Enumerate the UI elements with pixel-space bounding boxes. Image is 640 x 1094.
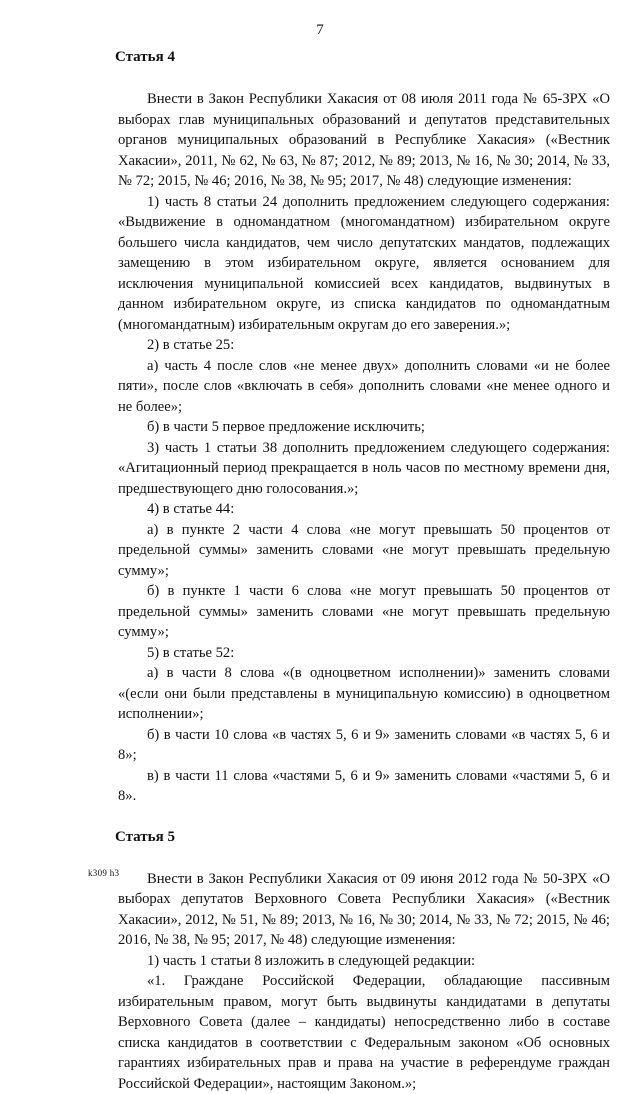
paragraph: 1) часть 1 статьи 8 изложить в следующей редакции: xyxy=(118,951,610,972)
paragraph: 4) в статье 44: xyxy=(118,499,610,520)
article-4-heading: Статья 4 xyxy=(115,48,610,67)
paragraph: а) в части 8 слова «(в одноцветном исполнении)» заменить словами «(если они были представлены в муниципальную комиссию) в одноцветном исполнении»; xyxy=(118,663,610,725)
article-5-heading: Статья 5 xyxy=(115,828,610,847)
paragraph: б) в части 5 первое предложение исключить; xyxy=(118,417,610,438)
paragraph: 5) в статье 52: xyxy=(118,643,610,664)
paragraph: 1) часть 8 статьи 24 дополнить предложением следующего содержания: «Выдвижение в одномандатном (многомандатном) избирательном округе большего числа кандидатов, чем число депутатских мандатов, подлежащих замещению в этом избирательном округе, является основанием для исключения муниципальной комиссией всех кандидатов, выдвинутых в данном избирательном округе, из списка кандидатов по одномандатным (многомандатным) избирательным округам до его заверения.»; xyxy=(118,192,610,336)
paragraph: б) в части 10 слова «в частях 5, 6 и 9» заменить словами «в частях 5, 6 и 8»; xyxy=(118,725,610,766)
paragraph: а) часть 4 после слов «не менее двух» дополнить словами «и не более пяти», после слов «включать в себя» дополнить словами «не менее одного и не более»; xyxy=(118,356,610,418)
article-5-text xyxy=(118,869,610,1094)
paragraph: б) в пункте 1 части 6 слова «не могут превышать 50 процентов от предельной суммы» заменить словами «не могут превышать предельную сумму»; xyxy=(118,581,610,643)
document-body xyxy=(118,48,610,1094)
paragraph: а) в пункте 2 части 4 слова «не могут превышать 50 процентов от предельной суммы» заменить словами «не могут превышать предельную сумму»; xyxy=(118,520,610,582)
paragraph: 2) в статье 25: xyxy=(118,335,610,356)
paragraph: Внести в Закон Республики Хакасия от 08 июля 2011 года № 65-ЗРХ «О выборах глав муниципальных образований и депутатов представительных органов муниципальных образований в Республике Хакасия» («Вестник Хакасии», 2011, № 62, № 63, № 87; 2012, № 89; 2013, № 16, № 30; 2014, № 33, № 72; 2015, № 46; 2016, № 38, № 95; 2017, № 48) следующие изменения: xyxy=(118,89,610,192)
page-number: 7 xyxy=(0,22,640,39)
paragraph: Внести в Закон Республики Хакасия от 09 июня 2012 года № 50-ЗРХ «О выборах депутатов Верховного Совета Республики Хакасия» («Вестник Хакасии», 2012, № 51, № 89; 2013, № 16, № 30; 2014, № 33, № 72; 2015, № 46; 2016, № 38, № 95; 2017, № 48) следующие изменения: xyxy=(118,869,610,951)
section-spacer xyxy=(118,807,610,828)
paragraph: «1. Граждане Российской Федерации, обладающие пассивным избирательным правом, могут быть выдвинуты кандидатами в депутаты Верховного Совета (далее – кандидаты) непосредственно либо в составе списка кандидатов в соответствии с Федеральным законом «Об основных гарантиях избирательных прав и права на участие в референдуме граждан Российской Федерации», настоящим Законом.»; xyxy=(118,971,610,1094)
article-4-text xyxy=(118,89,610,807)
paragraph: 3) часть 1 статьи 38 дополнить предложением следующего содержания: «Агитационный период прекращается в ноль часов по местному времени дня, предшествующего дню голосования.»; xyxy=(118,438,610,500)
footer-code: k309 h3 xyxy=(88,868,119,878)
paragraph: в) в части 11 слова «частями 5, 6 и 9» заменить словами «частями 5, 6 и 8». xyxy=(118,766,610,807)
